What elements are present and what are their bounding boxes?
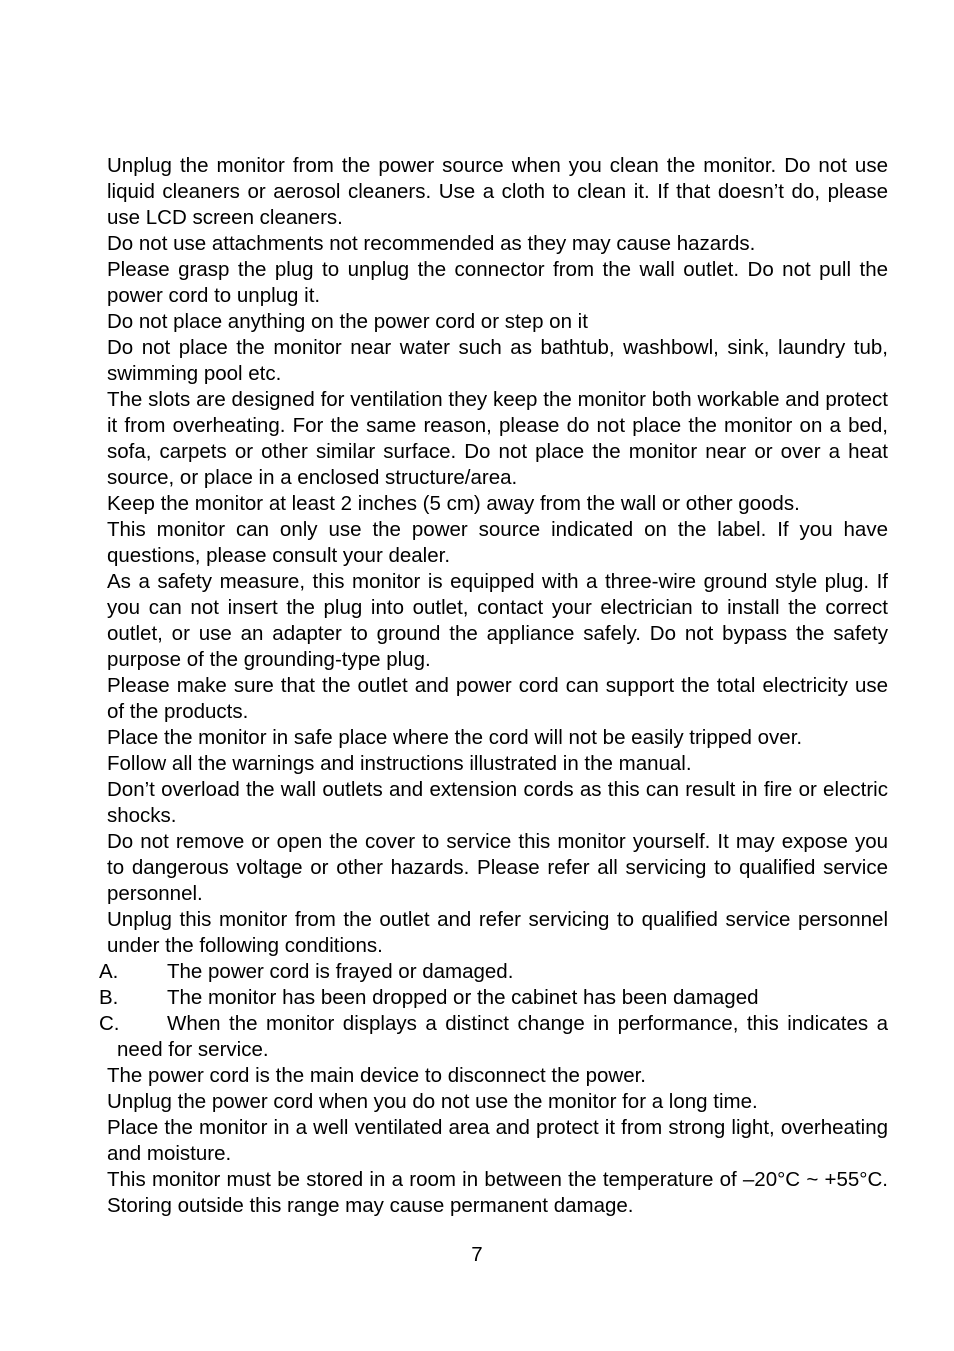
service-conditions-list (99, 959, 888, 1063)
instruction-paragraph: Please grasp the plug to unplug the connector from the wall outlet. Do not pull the power cord to unplug it. (107, 258, 888, 307)
instruction-paragraph: Please make sure that the outlet and power cord can support the total electricity use of the products. (107, 674, 888, 723)
list-item (99, 985, 888, 1011)
safety-instructions (99, 153, 888, 1219)
page-number: 7 (471, 1243, 483, 1266)
instruction-paragraph: Place the monitor in safe place where the cord will not be easily tripped over. (107, 726, 803, 749)
instruction-paragraph: Do not place the monitor near water such as bathtub, washbowl, sink, laundry tub, swimming pool etc. (107, 336, 888, 385)
instruction-paragraph: Place the monitor in a well ventilated area and protect it from strong light, overheating and moisture. (107, 1116, 888, 1165)
instruction-paragraph: Do not remove or open the cover to service this monitor yourself. It may expose you to dangerous voltage or other hazards. Please refer all servicing to qualified service personnel. (107, 830, 888, 905)
list-item-text: The power cord is frayed or damaged. (167, 960, 514, 983)
list-item (99, 959, 888, 985)
instruction-paragraph: As a safety measure, this monitor is equipped with a three-wire ground style plug. If you can not insert the plug into outlet, contact your electrician to install the correct outlet, or use an adapter to ground the appliance safely. Do not bypass the safety purpose of the grounding-type plug. (107, 570, 888, 671)
instruction-paragraph: The slots are designed for ventilation they keep the monitor both workable and protect it from overheating. For the same reason, please do not place the monitor on a bed, sofa, carpets or other similar surface. Do not place the monitor near or over a heat source, or place in a enclosed structure/area. (107, 388, 888, 489)
instruction-paragraph: Don’t overload the wall outlets and extension cords as this can result in fire or electric shocks. (107, 778, 888, 827)
list-item-text: When the monitor displays a distinct change in performance, this indicates a need for service. (117, 1012, 888, 1061)
instruction-paragraph: Do not place anything on the power cord or step on it (107, 310, 588, 333)
list-item-text: The monitor has been dropped or the cabinet has been damaged (167, 986, 759, 1009)
instruction-paragraph: Unplug the power cord when you do not use the monitor for a long time. (107, 1090, 758, 1113)
list-item (99, 1011, 888, 1063)
list-marker: C. (99, 1012, 120, 1035)
instruction-paragraph: Follow all the warnings and instructions illustrated in the manual. (107, 752, 692, 775)
instruction-paragraph: This monitor can only use the power source indicated on the label. If you have questions, please consult your dealer. (107, 518, 888, 567)
instruction-paragraph: Do not use attachments not recommended as they may cause hazards. (107, 232, 756, 255)
instruction-paragraph: The power cord is the main device to disconnect the power. (107, 1064, 646, 1087)
instruction-paragraph: This monitor must be stored in a room in between the temperature of –20°C ~ +55°C. Storing outside this range may cause permanent damage. (107, 1168, 888, 1217)
list-marker: B. (99, 986, 119, 1009)
instruction-paragraph: Keep the monitor at least 2 inches (5 cm) away from the wall or other goods. (107, 492, 800, 515)
instruction-paragraph: Unplug the monitor from the power source when you clean the monitor. Do not use liquid cleaners or aerosol cleaners. Use a cloth to clean it. If that doesn’t do, please use LCD screen cleaners. (107, 154, 888, 229)
instruction-paragraph: Unplug this monitor from the outlet and refer servicing to qualified service personnel under the following conditions. (107, 908, 888, 957)
list-marker: A. (99, 960, 119, 983)
